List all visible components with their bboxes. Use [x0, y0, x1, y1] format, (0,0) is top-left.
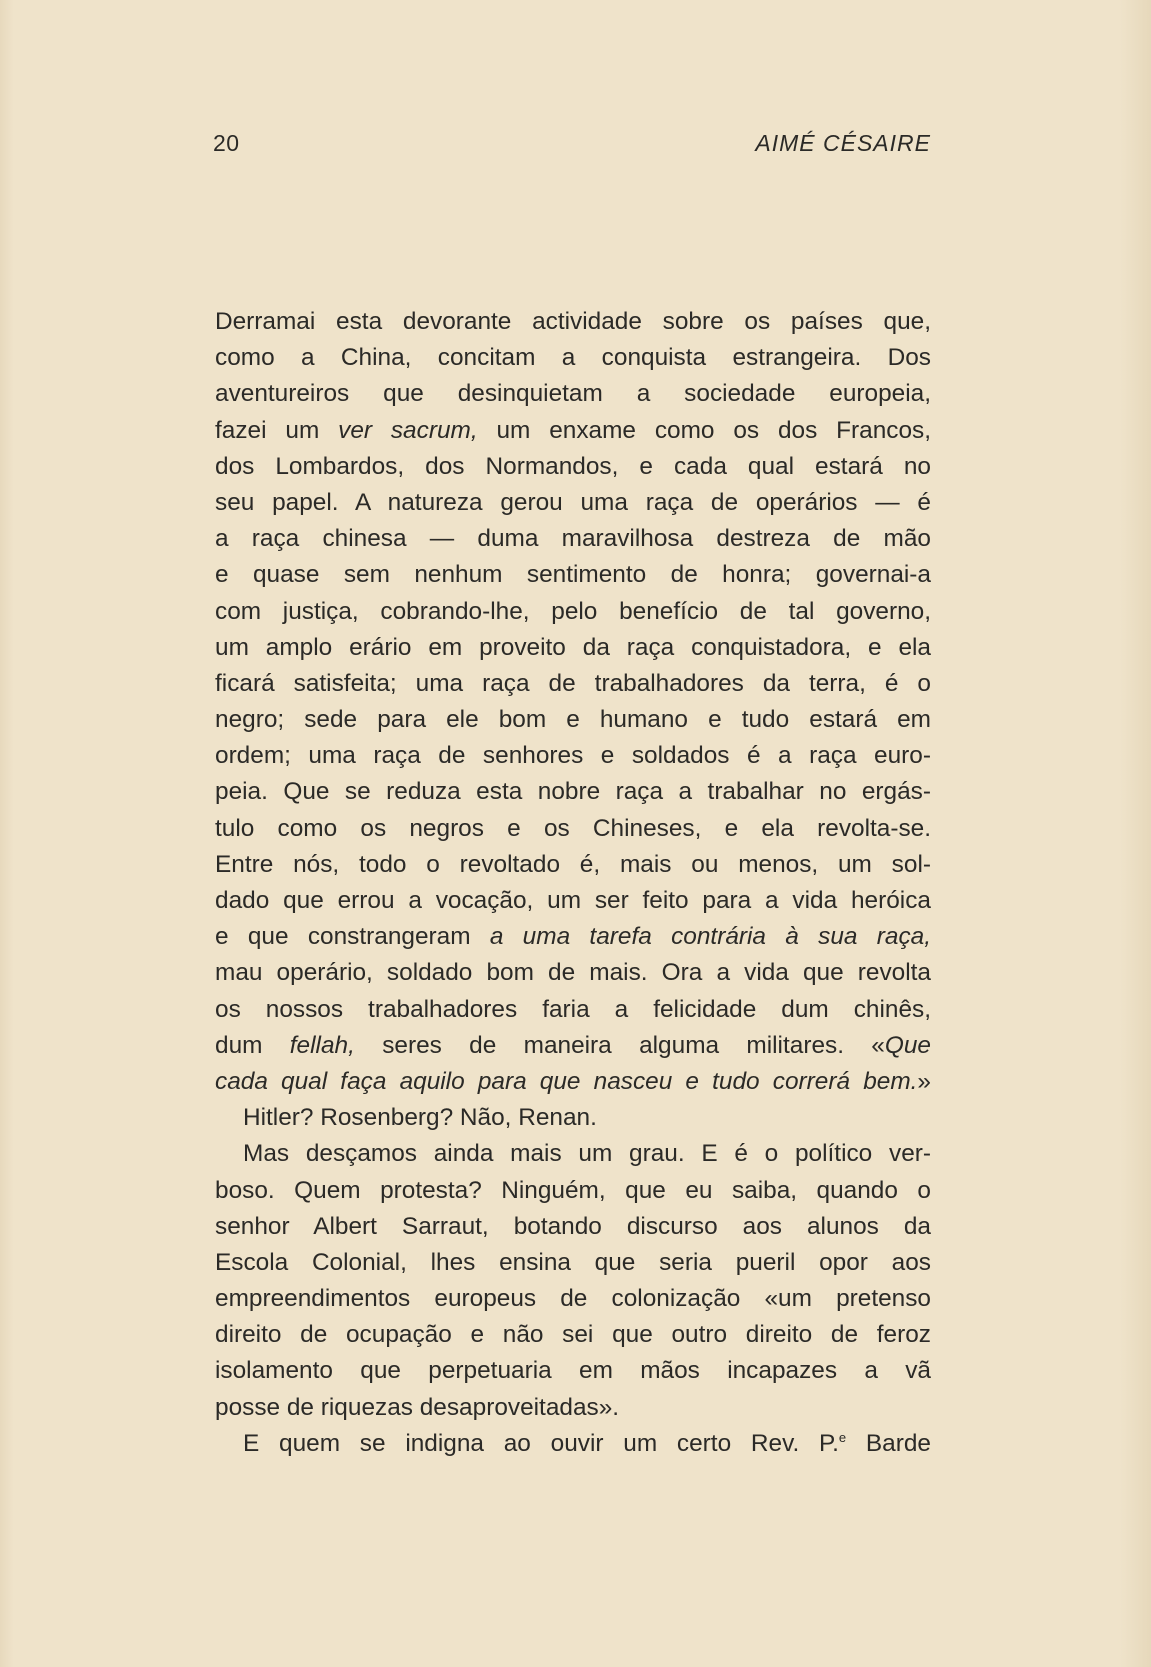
italic-phrase: fellah,	[289, 1031, 355, 1059]
text-line: Derramai esta devorante actividade sobre os países que,	[215, 308, 931, 335]
text-line: negro; sede para ele bom e humano e tudo estará em	[215, 706, 931, 734]
text-line: ficará satisfeita; uma raça de trabalhadores da terra, é o	[215, 669, 931, 697]
running-head	[213, 130, 931, 162]
text-line: ordem; uma raça de senhores e soldados é a raça euro-	[215, 742, 931, 770]
page-number: 20	[213, 130, 240, 156]
italic-quote: cada qual faça aquilo para que nasceu e tudo correrá bem.	[215, 1067, 918, 1095]
text-line: Mas desçamos ainda mais um grau. E é o político ver-	[243, 1140, 931, 1168]
text-line: cada qual faça aquilo para que nasceu e tudo correrá bem.»	[215, 1067, 931, 1095]
italic-phrase: Que	[884, 1031, 931, 1059]
text-line: posse de riquezas desaproveitadas».	[215, 1393, 620, 1421]
text-line: dos Lombardos, dos Normandos, e cada qual estará no	[215, 452, 931, 480]
running-title: AIMÉ CÉSAIRE	[755, 130, 931, 156]
text-line: empreendimentos europeus de colonização «um pretenso	[215, 1285, 931, 1313]
text-line: seu papel. A natureza gerou uma raça de operários — é	[215, 488, 931, 516]
text-line: aventureiros que desinquietam a sociedade europeia,	[215, 380, 931, 408]
italic-phrase: a uma tarefa contrária à sua raça,	[489, 923, 931, 951]
text-line: direito de ocupação e não sei que outro direito de feroz	[215, 1321, 931, 1349]
italic-phrase: ver sacrum,	[338, 416, 478, 444]
text-line: boso. Quem protesta? Ninguém, que eu saiba, quando o	[215, 1176, 931, 1204]
text-line: Escola Colonial, lhes ensina que seria pueril opor aos	[215, 1248, 931, 1276]
text-line: a raça chinesa — duma maravilhosa destreza de mão	[215, 525, 931, 553]
text-line: um amplo erário em proveito da raça conquistadora, e ela	[215, 633, 931, 661]
text-line: peia. Que se reduza esta nobre raça a trabalhar no ergás-	[215, 778, 931, 806]
text-line: Entre nós, todo o revoltado é, mais ou menos, um sol-	[215, 850, 931, 878]
text-line: com justiça, cobrando-lhe, pelo benefício de tal governo,	[215, 597, 931, 625]
text-line: E quem se indigna ao ouvir um certo Rev. P.$^e$ Barde	[243, 1429, 931, 1457]
text-line: senhor Albert Sarraut, botando discurso aos alunos da	[215, 1212, 931, 1240]
text-line: como a China, concitam a conquista estrangeira. Dos	[215, 344, 931, 372]
text-line: fazei um ver sacrum, um enxame como os dos Francos,	[215, 416, 931, 444]
text-line: Hitler? Rosenberg? Não, Renan.	[243, 1104, 597, 1132]
body-text	[215, 304, 931, 1462]
text-line: mau operário, soldado bom de mais. Ora a vida que revolta	[215, 959, 931, 987]
text-line: dum fellah, seres de maneira alguma militares. «Que	[215, 1031, 931, 1059]
text-line: e que constrangeram a uma tarefa contrária à sua raça,	[215, 923, 931, 951]
superscript: e	[838, 1429, 847, 1445]
text-line: tulo como os negros e os Chineses, e ela revolta-se.	[215, 814, 931, 842]
text-line: isolamento que perpetuaria em mãos incapazes a vã	[215, 1357, 931, 1385]
text-line: e quase sem nenhum sentimento de honra; governai-a	[215, 561, 931, 589]
text-line: os nossos trabalhadores faria a felicidade dum chinês,	[215, 995, 931, 1023]
text-line: dado que errou a vocação, um ser feito para a vida heróica	[215, 887, 931, 914]
